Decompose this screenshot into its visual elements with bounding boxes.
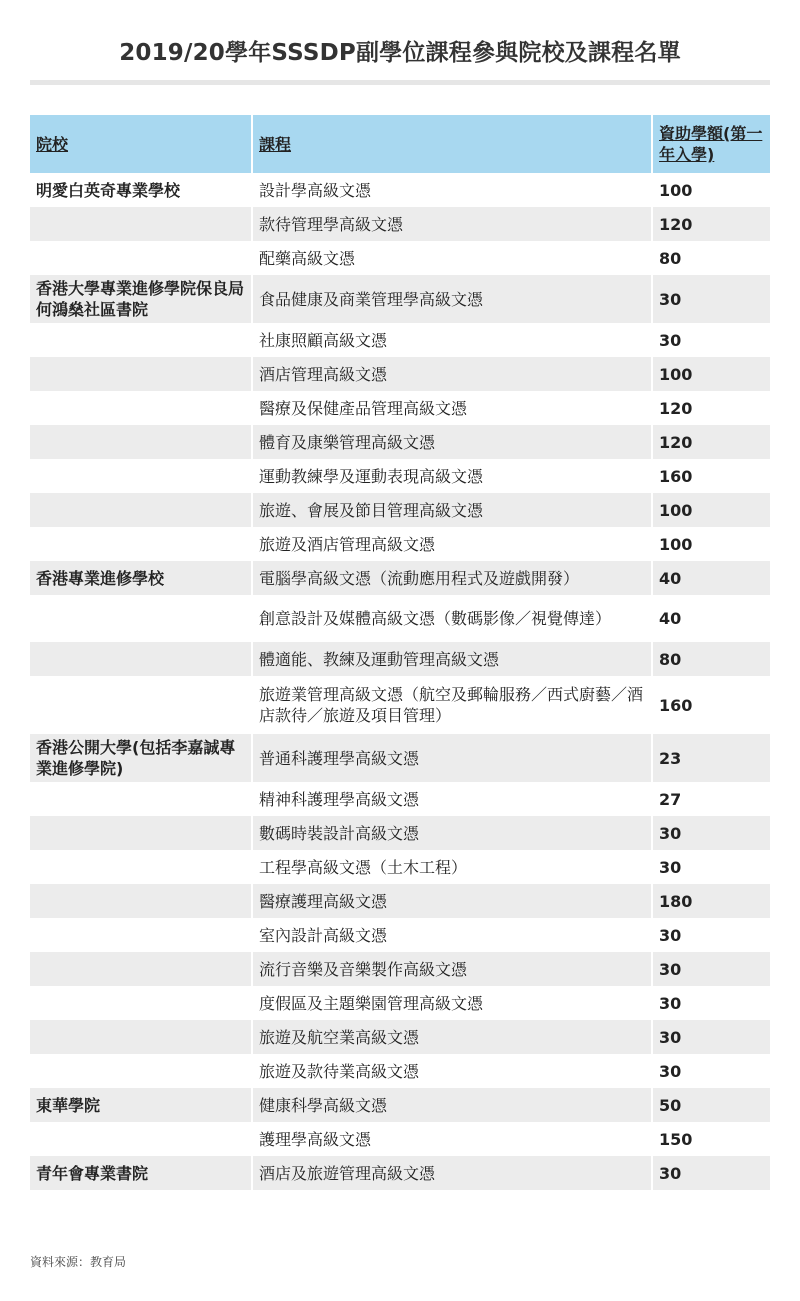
cell-institution: 香港公開大學(包括李嘉誠專業進修學院) xyxy=(30,734,252,782)
table-row xyxy=(30,425,770,459)
header-course: 課程 xyxy=(252,115,652,173)
table-row xyxy=(30,1122,770,1156)
table-row xyxy=(30,734,770,782)
cell-course: 創意設計及媒體高級文憑（數碼影像／視覺傳達） xyxy=(252,595,652,642)
title-divider xyxy=(30,80,770,85)
table-row xyxy=(30,207,770,241)
cell-course: 醫療護理高級文憑 xyxy=(252,884,652,918)
cell-course: 設計學高級文憑 xyxy=(252,173,652,207)
cell-places: 30 xyxy=(652,1156,770,1190)
cell-course: 流行音樂及音樂製作高級文憑 xyxy=(252,952,652,986)
cell-places: 40 xyxy=(659,609,682,628)
cell-places: 160 xyxy=(659,466,693,486)
cell-institution xyxy=(30,459,252,493)
cell-institution xyxy=(30,850,252,884)
cell-course: 酒店管理高級文憑 xyxy=(252,357,652,391)
table-row xyxy=(30,357,770,391)
cell-course: 醫療及保健產品管理高級文憑 xyxy=(252,391,652,425)
cell-course: 社康照顧高級文憑 xyxy=(252,323,652,357)
cell-course: 旅遊及航空業高級文憑 xyxy=(252,1020,652,1054)
cell-institution xyxy=(30,676,252,734)
cell-institution xyxy=(30,952,252,986)
cell-places: 27 xyxy=(659,789,682,809)
cell-course: 運動教練學及運動表現高級文憑 xyxy=(252,459,652,493)
cell-places: 100 xyxy=(652,493,770,527)
table-row xyxy=(30,275,770,323)
cell-places: 50 xyxy=(652,1088,770,1122)
table-row xyxy=(30,1156,770,1190)
cell-course: 室內設計高級文憑 xyxy=(252,918,652,952)
table-row xyxy=(30,986,770,1020)
table-row xyxy=(30,391,770,425)
table-row xyxy=(30,527,770,561)
table-row xyxy=(30,884,770,918)
table-row xyxy=(30,173,770,207)
table-row xyxy=(30,676,770,734)
cell-places: 30 xyxy=(659,925,682,945)
cell-institution xyxy=(30,986,252,1020)
table-row xyxy=(30,323,770,357)
cell-places: 100 xyxy=(659,180,693,200)
cell-places: 180 xyxy=(652,884,770,918)
cell-course: 體適能、教練及運動管理高級文憑 xyxy=(252,642,652,676)
cell-course: 款待管理學高級文憑 xyxy=(252,207,652,241)
table-row xyxy=(30,782,770,816)
cell-course: 食品健康及商業管理學高級文憑 xyxy=(252,275,652,323)
cell-course: 旅遊業管理高級文憑（航空及郵輪服務／西式廚藝／酒店款待／旅遊及項目管理） xyxy=(252,676,652,734)
table-row xyxy=(30,918,770,952)
cell-places: 160 xyxy=(659,695,693,715)
cell-institution xyxy=(30,357,252,391)
cell-institution xyxy=(30,816,252,850)
table-header-row xyxy=(30,115,770,173)
cell-institution xyxy=(30,241,252,275)
cell-institution: 明愛白英奇專業學校 xyxy=(30,173,252,207)
table-row xyxy=(30,595,770,642)
cell-places: 40 xyxy=(652,561,770,595)
cell-places: 30 xyxy=(659,857,682,877)
cell-places: 30 xyxy=(652,1020,770,1054)
cell-course: 配藥高級文憑 xyxy=(252,241,652,275)
cell-course: 精神科護理學高級文憑 xyxy=(252,782,652,816)
cell-places: 30 xyxy=(652,275,770,323)
cell-institution xyxy=(30,782,252,816)
cell-course: 普通科護理學高級文憑 xyxy=(252,734,652,782)
cell-places: 30 xyxy=(659,1061,682,1081)
cell-places: 100 xyxy=(652,357,770,391)
header-institution: 院校 xyxy=(30,115,252,173)
cell-course: 體育及康樂管理高級文憑 xyxy=(252,425,652,459)
cell-places: 100 xyxy=(659,534,693,554)
table-body xyxy=(30,173,770,1190)
cell-institution xyxy=(30,884,252,918)
cell-institution xyxy=(30,391,252,425)
cell-places: 120 xyxy=(652,425,770,459)
cell-places: 150 xyxy=(659,1129,693,1149)
cell-institution xyxy=(30,918,252,952)
cell-institution xyxy=(30,527,252,561)
cell-institution xyxy=(30,595,252,642)
cell-institution: 香港大學專業進修學院保良局何鴻燊社區書院 xyxy=(30,275,252,323)
cell-places: 120 xyxy=(652,207,770,241)
cell-places: 30 xyxy=(659,993,682,1013)
cell-institution xyxy=(30,1054,252,1088)
table-row xyxy=(30,493,770,527)
cell-institution xyxy=(30,207,252,241)
cell-places: 30 xyxy=(659,330,682,350)
table-row xyxy=(30,1054,770,1088)
cell-course: 健康科學高級文憑 xyxy=(252,1088,652,1122)
table-row xyxy=(30,642,770,676)
cell-course: 工程學高級文憑（土木工程） xyxy=(252,850,652,884)
cell-course: 旅遊及款待業高級文憑 xyxy=(252,1054,652,1088)
table-row xyxy=(30,241,770,275)
cell-institution xyxy=(30,493,252,527)
cell-course: 數碼時裝設計高級文憑 xyxy=(252,816,652,850)
cell-institution xyxy=(30,323,252,357)
cell-course: 護理學高級文憑 xyxy=(252,1122,652,1156)
cell-institution: 香港專業進修學校 xyxy=(30,561,252,595)
cell-institution xyxy=(30,642,252,676)
table-row xyxy=(30,1088,770,1122)
cell-institution xyxy=(30,425,252,459)
cell-places: 80 xyxy=(652,642,770,676)
cell-course: 旅遊、會展及節目管理高級文憑 xyxy=(252,493,652,527)
cell-course: 電腦學高級文憑（流動應用程式及遊戲開發） xyxy=(252,561,652,595)
cell-places: 23 xyxy=(652,734,770,782)
cell-places: 80 xyxy=(659,248,682,268)
cell-course: 度假區及主題樂園管理高級文憑 xyxy=(252,986,652,1020)
header-places: 資助學額(第一年入學) xyxy=(652,115,770,173)
table-row xyxy=(30,850,770,884)
table-row xyxy=(30,952,770,986)
cell-institution: 東華學院 xyxy=(30,1088,252,1122)
page-title: 2019/20學年SSSDP副學位課程參與院校及課程名單 xyxy=(119,40,681,66)
cell-places: 120 xyxy=(659,398,693,418)
cell-places: 30 xyxy=(652,816,770,850)
cell-institution xyxy=(30,1020,252,1054)
table-row xyxy=(30,561,770,595)
table-row xyxy=(30,1020,770,1054)
cell-course: 酒店及旅遊管理高級文憑 xyxy=(252,1156,652,1190)
cell-institution: 青年會專業書院 xyxy=(30,1156,252,1190)
table-row xyxy=(30,459,770,493)
table-row xyxy=(30,816,770,850)
cell-institution xyxy=(30,1122,252,1156)
cell-course: 旅遊及酒店管理高級文憑 xyxy=(252,527,652,561)
source-note: 資料來源：教育局 xyxy=(30,1255,127,1269)
cell-places: 30 xyxy=(652,952,770,986)
course-table xyxy=(30,115,770,1190)
